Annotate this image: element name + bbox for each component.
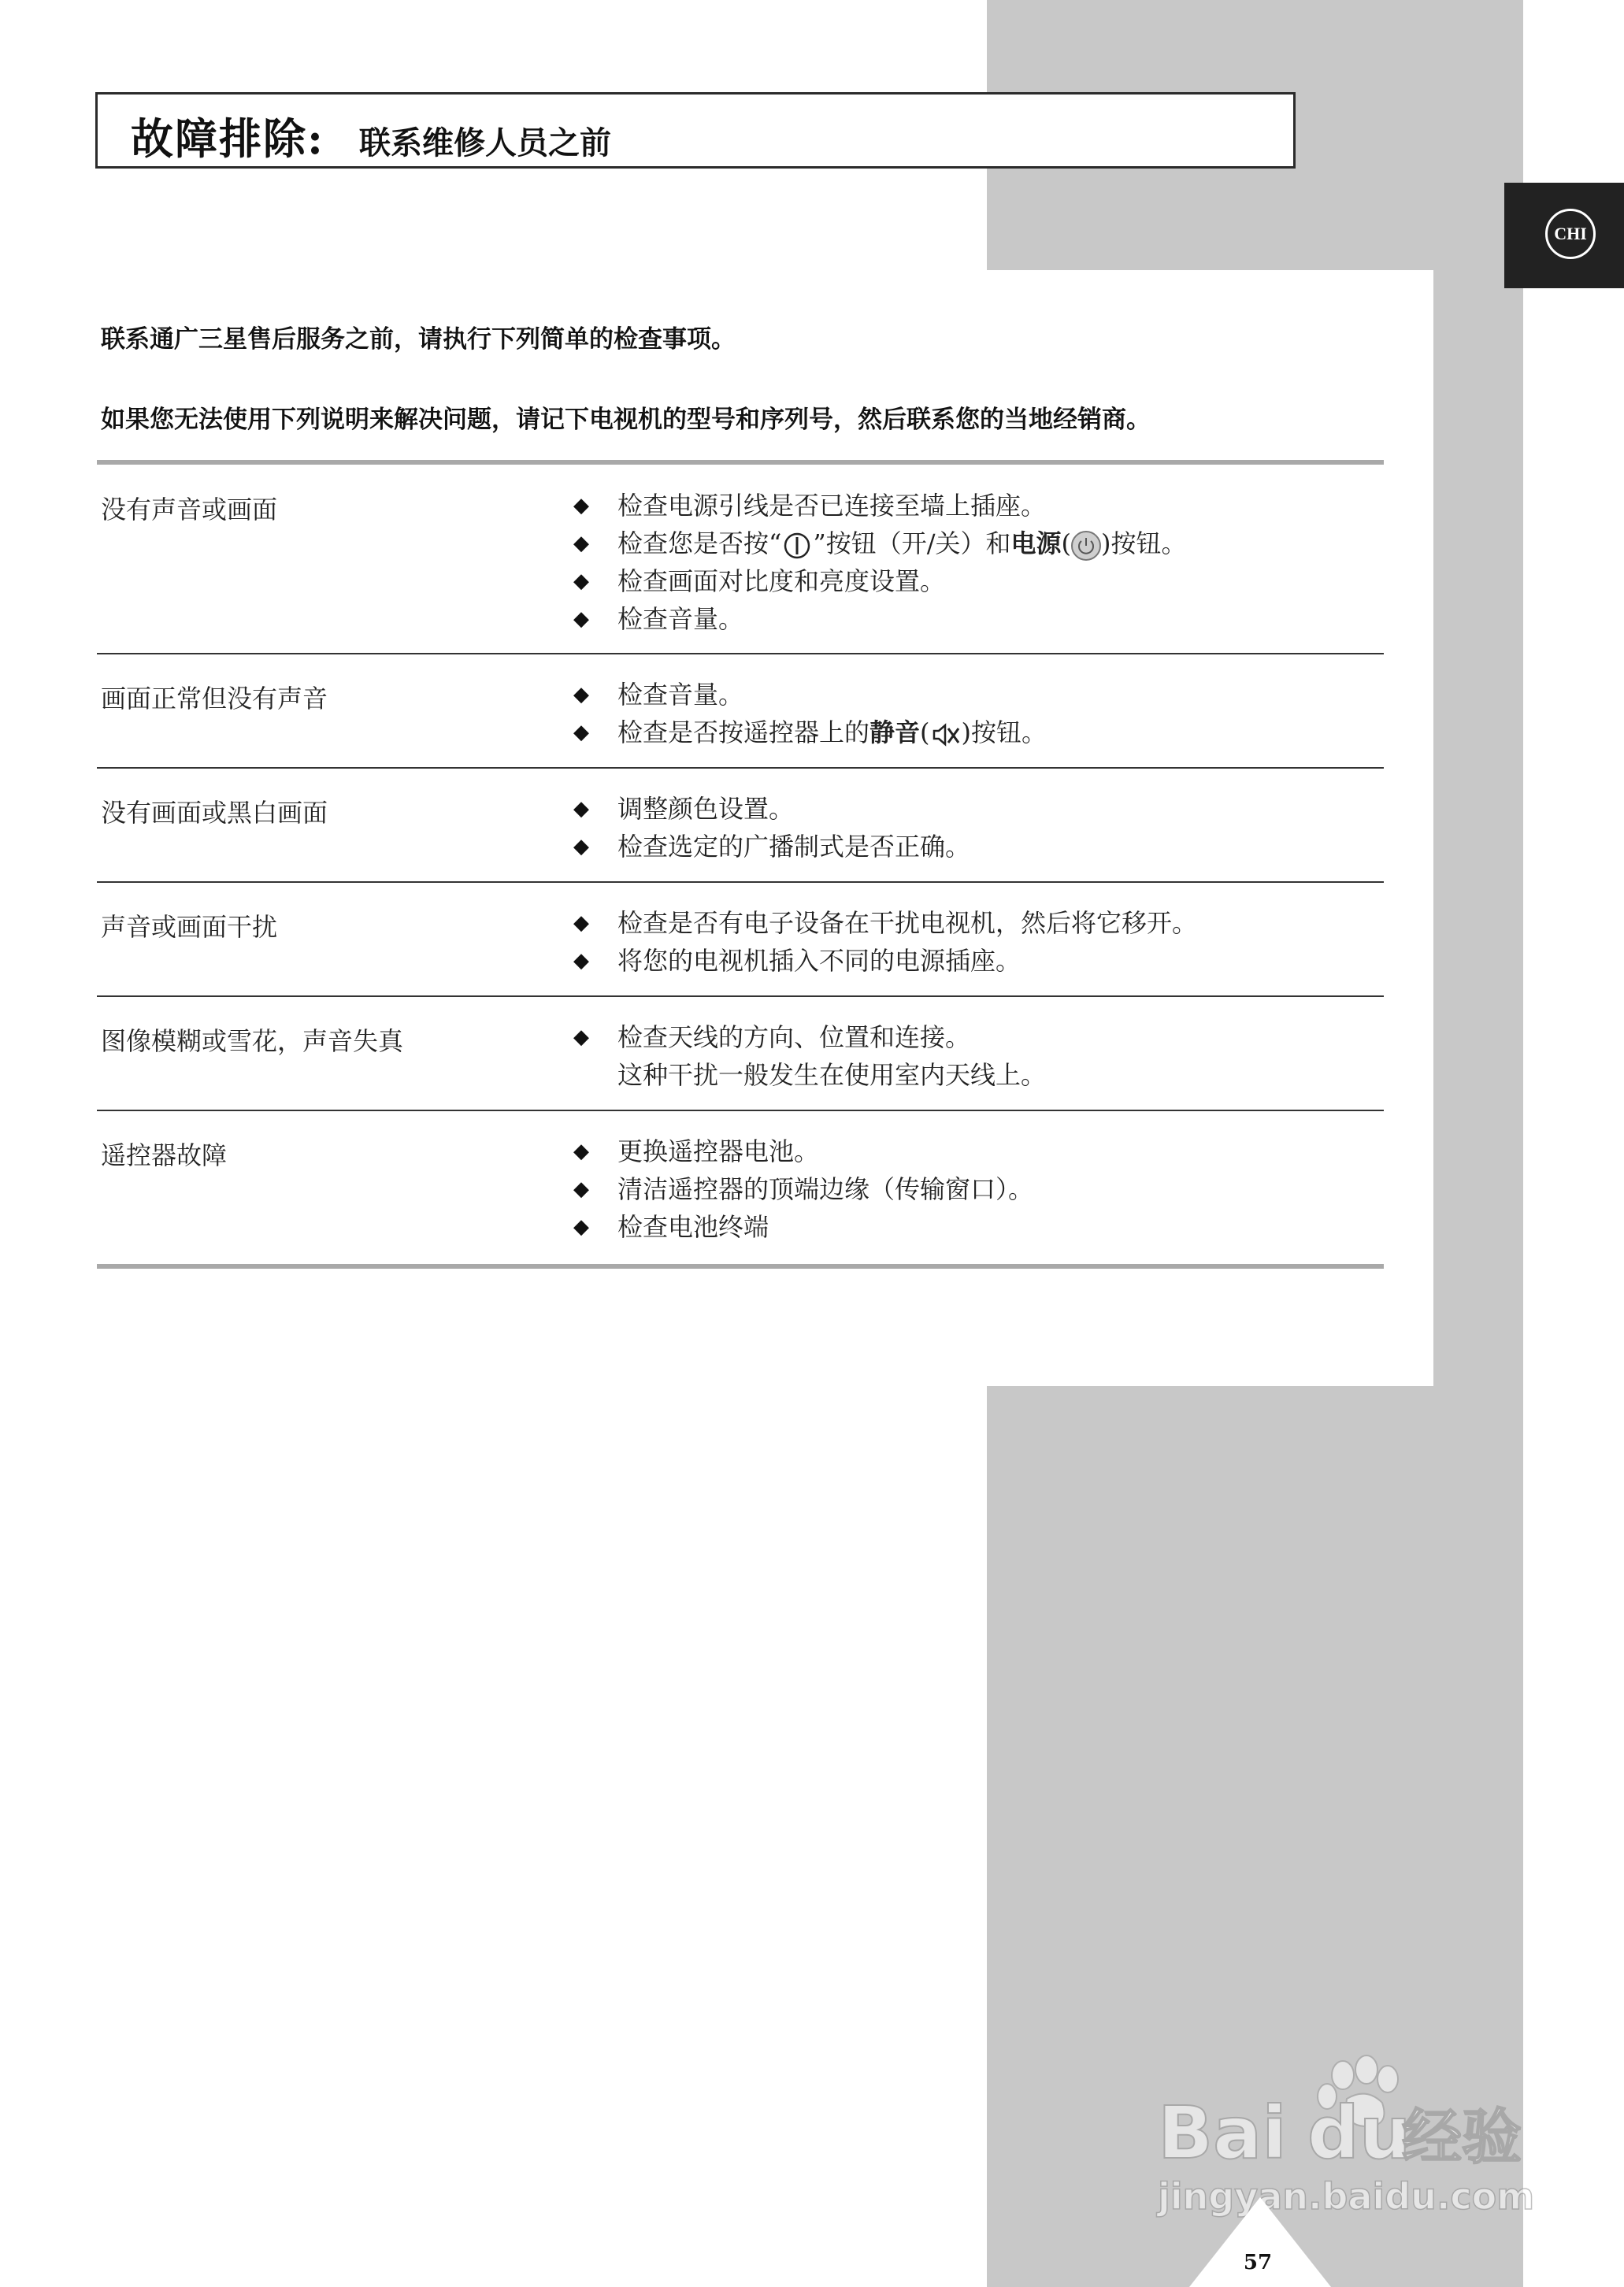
bullet-icon: ◆ [573, 797, 589, 821]
solution-list [573, 1132, 1377, 1246]
language-code: CHI [1545, 209, 1596, 259]
problem-label: 画面正常但没有声音 [101, 684, 328, 714]
bullet-icon: ◆ [573, 494, 589, 517]
problem-label: 图像模糊或雪花，声音失真 [101, 1026, 404, 1056]
table-bottom-rule [97, 1264, 1384, 1269]
row-divider [97, 653, 1384, 654]
problem-label: 没有声音或画面 [101, 495, 278, 524]
bullet-icon: ◆ [573, 1140, 589, 1163]
solution-item: ◆ 调整颜色设置。 [573, 790, 1377, 828]
problem-label: 遥控器故障 [101, 1140, 228, 1170]
page-title: 故障排除: [131, 113, 324, 164]
bullet-icon: ◆ [573, 721, 589, 744]
page-subtitle: 联系维修人员之前 [359, 124, 611, 161]
bullet-icon: ◆ [573, 607, 589, 631]
solution-list [573, 676, 1377, 751]
solution-item: ◆ 检查天线的方向、位置和连接。 [573, 1018, 1377, 1056]
row-divider [97, 881, 1384, 883]
solution-list [573, 790, 1377, 866]
solution-item: ◆ 检查是否有电子设备在干扰电视机，然后将它移开。 [573, 904, 1377, 942]
row-divider [97, 995, 1384, 997]
solution-item: ◆ 检查音量。 [573, 676, 1377, 714]
bullet-icon: ◆ [573, 835, 589, 858]
solution-item: ◆ 检查您是否按“ ”按钮（开/关）和电源( )按钮。 [573, 524, 1377, 562]
solution-item: ◆ 检查电池终端 [573, 1208, 1377, 1246]
solution-item: ◆ 检查是否按遥控器上的静音( )按钮。 [573, 714, 1377, 751]
intro-line-1: 联系通广三星售后服务之前，请执行下列简单的检查事项。 [101, 325, 736, 354]
solution-item: ◆ 检查选定的广播制式是否正确。 [573, 828, 1377, 866]
page-number: 57 [1243, 2251, 1273, 2274]
solution-list [573, 904, 1377, 980]
title-box [95, 92, 1296, 169]
language-tab [1504, 183, 1624, 288]
bullet-icon: ◆ [573, 911, 589, 935]
solution-item: ◆ 检查画面对比度和亮度设置。 [573, 562, 1377, 600]
solution-item: ◆ 检查音量。 [573, 600, 1377, 638]
problem-label: 没有画面或黑白画面 [101, 798, 328, 828]
row-divider [97, 767, 1384, 769]
bullet-icon: ◆ [573, 1215, 589, 1239]
solution-item: ◆ 清洁遥控器的顶端边缘（传输窗口）。 [573, 1170, 1377, 1208]
solution-list [573, 1018, 1377, 1094]
watermark-brand: Bai [1158, 2091, 1287, 2175]
mute-icon [932, 721, 960, 749]
watermark-suffix: 经验 [1402, 2102, 1522, 2172]
row-divider [97, 1110, 1384, 1111]
bullet-icon: ◆ [573, 683, 589, 706]
solution-item: ◆ 检查电源引线是否已连接至墙上插座。 [573, 487, 1377, 524]
power-standby-icon [783, 532, 811, 560]
problem-label: 声音或画面干扰 [101, 912, 278, 942]
bullet-icon: ◆ [573, 532, 589, 555]
bullet-icon: ◆ [573, 1177, 589, 1201]
solution-item: ◆ 将您的电视机插入不同的电源插座。 [573, 942, 1377, 980]
bullet-icon: ◆ [573, 569, 589, 593]
solution-item: ◆ 更换遥控器电池。 [573, 1132, 1377, 1170]
watermark-url: jingyan.baidu.com [1158, 2175, 1535, 2218]
bullet-icon: ◆ [573, 1025, 589, 1049]
intro-line-2: 如果您无法使用下列说明来解决问题，请记下电视机的型号和序列号，然后联系您的当地经销商。 [101, 406, 1151, 434]
bullet-icon: ◆ [573, 949, 589, 973]
watermark-brand-2: du [1307, 2091, 1411, 2175]
table-top-rule [97, 460, 1384, 465]
solution-item-continued: 这种干扰一般发生在使用室内天线上。 [617, 1060, 1047, 1090]
solution-list [573, 487, 1377, 638]
power-button-icon [1071, 531, 1101, 561]
